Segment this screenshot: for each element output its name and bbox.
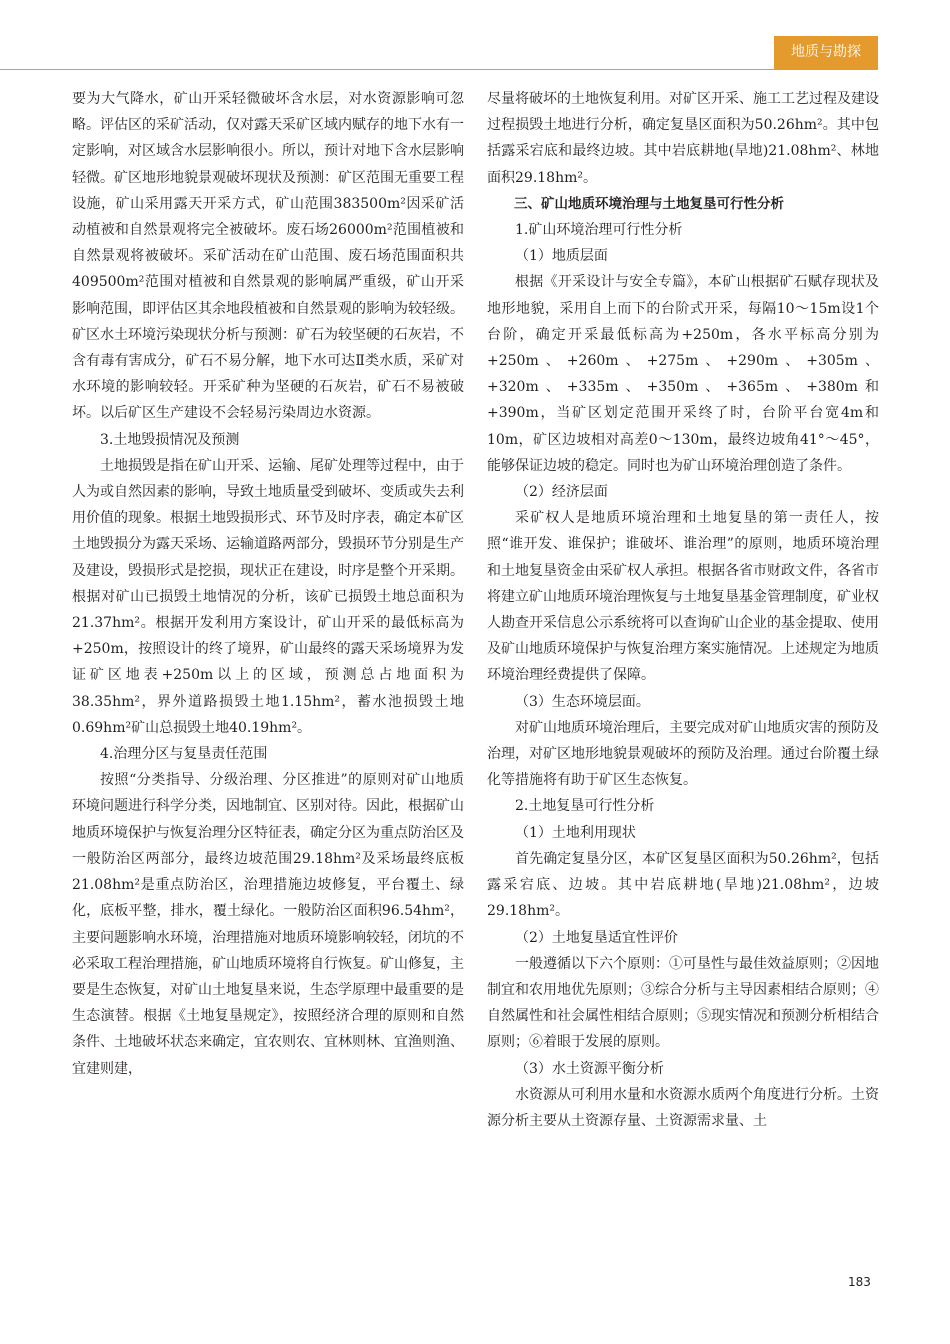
body-paragraph: 按照“分类指导、分级治理、分区推进”的原则对矿山地质环境问题进行科学分类，因地制宜、区别对待。因此，根据矿山地质环境保护与恢复治理分区特征表，确定分区为重点防治区及一般防治区两部分，最终边坡范围29.18hm²及采场最终底板21.08hm²是重点防治区，治理措施边坡修复，平台覆土、绿化，底板平整，排水，覆土绿化。一般防治区面积96.54hm²，主要问题影响水环境，治理措施对地质环境影响较轻，闭坑的不必采取工程治理措施，矿山地质环境将自行恢复。矿山修复，主要是生态恢复，对矿山土地复垦来说，生态学原理中最重要的是生态演替。根据《土地复垦规定》，按照经济合理的原则和自然条件、土地破坏状态来确定，宜农则农、宜林则林、宜渔则渔、宜建则建， [72,772,464,1077]
body-paragraph: 水资源从可利用水量和水资源水质两个角度进行分析。土资源分析主要从土资源存量、土资源需求量、土 [487,1086,879,1129]
body-paragraph: 土地损毁是指在矿山开采、运输、尾矿处理等过程中，由于人为或自然因素的影响，导致土地质量受到破坏、变质或失去利用价值的现象。根据土地毁损形式、环节及时序表，确定本矿区土地毁损分为露天采场、运输道路两部分，毁损环节分别是生产及建设，毁损形式是挖损，现状正在建设，时序是整个开采期。根据对矿山已损毁土地情况的分析，该矿已损毁土地总面积为21.37hm²。根据开发利用方案设计，矿山开采的最低标高为+250m，按照设计的终了境界，矿山最终的露天采场境界为发证矿区地表+250m以上的区域，预测总占地面积为38.35hm²，界外道路损毁土地1.15hm²，蓄水池损毁土地0.69hm²矿山总损毁土地40.19hm²。 [72,457,464,736]
body-paragraph: 首先确定复垦分区，本矿区复垦区面积为50.26hm²，包括露采宕底、边坡。其中岩底耕地(旱地)21.08hm²，边坡29.18hm²。 [487,850,879,920]
subsection-heading: 1.矿山环境治理可行性分析 [515,222,683,239]
subsection-heading: 3.土地毁损情况及预测 [100,431,240,448]
page-number: 183 [848,1275,871,1289]
subsection-heading: （3）水土资源平衡分析 [515,1060,664,1077]
subsection-heading: （1）地质层面 [515,248,608,265]
body-paragraph: 对矿山地质环境治理后，主要完成对矿山地质灾害的预防及治理，对矿区地形地貌景观破坏的预防及治理。通过台阶覆土绿化等措施将有助于矿区生态恢复。 [487,719,879,789]
right-text-column [487,86,879,1134]
section-heading: 三、矿山地质环境治理与土地复垦可行性分析 [514,195,784,212]
body-paragraph: 一般遵循以下六个原则：①可垦性与最佳效益原则；②因地制宜和农用地优先原则；③综合分析与主导因素相结合原则；④自然属性和社会属性相结合原则；⑤现实情况和预测分析相结合原则；⑥着眼于发展的原则。 [487,955,879,1051]
section-label-tab: 地质与勘探 [774,36,878,69]
subsection-heading: （2）经济层面 [515,484,608,501]
subsection-heading: （1）土地利用现状 [515,824,636,841]
body-paragraph: 根据《开采设计与安全专篇》，本矿山根据矿石赋存现状及地形地貌，采用自上而下的台阶式开采，每隔10～15m设1个台阶，确定开采最低标高为+250m，各水平标高分别为+250m、+260m、+275m、+290m、+305m、+320m、+335m、+350m、+365m、+380m和+390m，当矿区划定范围开采终了时，台阶平台宽4m和10m，矿区边坡相对高差0～130m，最终边坡角41°～45°，能够保证边坡的稳定。同时也为矿山环境治理创造了条件。 [487,274,879,474]
subsection-heading: （3）生态环境层面。 [515,693,650,710]
left-text-column [72,86,464,1082]
body-paragraph: 要为大气降水，矿山开采轻微破坏含水层，对水资源影响可忽略。评估区的采矿活动，仅对露天采矿区域内赋存的地下水有一定影响，对区域含水层影响很小。所以，预计对地下含水层影响轻微。矿区地形地貌景观破坏现状及预测：矿区范围无重要工程设施，矿山采用露天开采方式，矿山范围383500m²因采矿活动植被和自然景观将完全被破坏。废石场26000m²范围植被和自然景观将被破坏。采矿活动在矿山范围、废石场范围面积共409500m²范围对植被和自然景观的影响属严重级，矿山开采影响范围，即评估区其余地段植被和自然景观的影响为较轻级。矿区水土环境污染现状分析与预测：矿石为较坚硬的石灰岩，不含有毒有害成分，矿石不易分解，地下水可达Ⅱ类水质，采矿对水环境的影响较轻。开采矿种为坚硬的石灰岩，矿石不易被破坏。以后矿区生产建设不会轻易污染周边水资源。 [72,91,464,422]
body-paragraph: 采矿权人是地质环境治理和土地复垦的第一责任人，按照“谁开发、谁保护；谁破坏、谁治理”的原则，地质环境治理和土地复垦资金由采矿权人承担。根据各省市财政文件，各省市将建立矿山地质环境治理恢复与土地复垦基金管理制度，矿业权人勘查开采信息公示系统将可以查询矿山企业的基金提取、使用及矿山地质环境保护与恢复治理方案实施情况。上述规定为地质环境治理经费提供了保障。 [487,510,879,684]
header-rule [0,69,878,70]
subsection-heading: 4.治理分区与复垦责任范围 [100,746,268,763]
subsection-heading: （2）土地复垦适宜性评价 [515,929,678,946]
subsection-heading: 2.土地复垦可行性分析 [515,798,655,815]
body-paragraph: 尽量将破坏的土地恢复利用。对矿区开采、施工工艺过程及建设过程损毁土地进行分析，确定复垦区面积为50.26hm²。其中包括露采宕底和最终边坡。其中岩底耕地(旱地)21.08hm²、林地面积29.18hm²。 [487,91,879,186]
